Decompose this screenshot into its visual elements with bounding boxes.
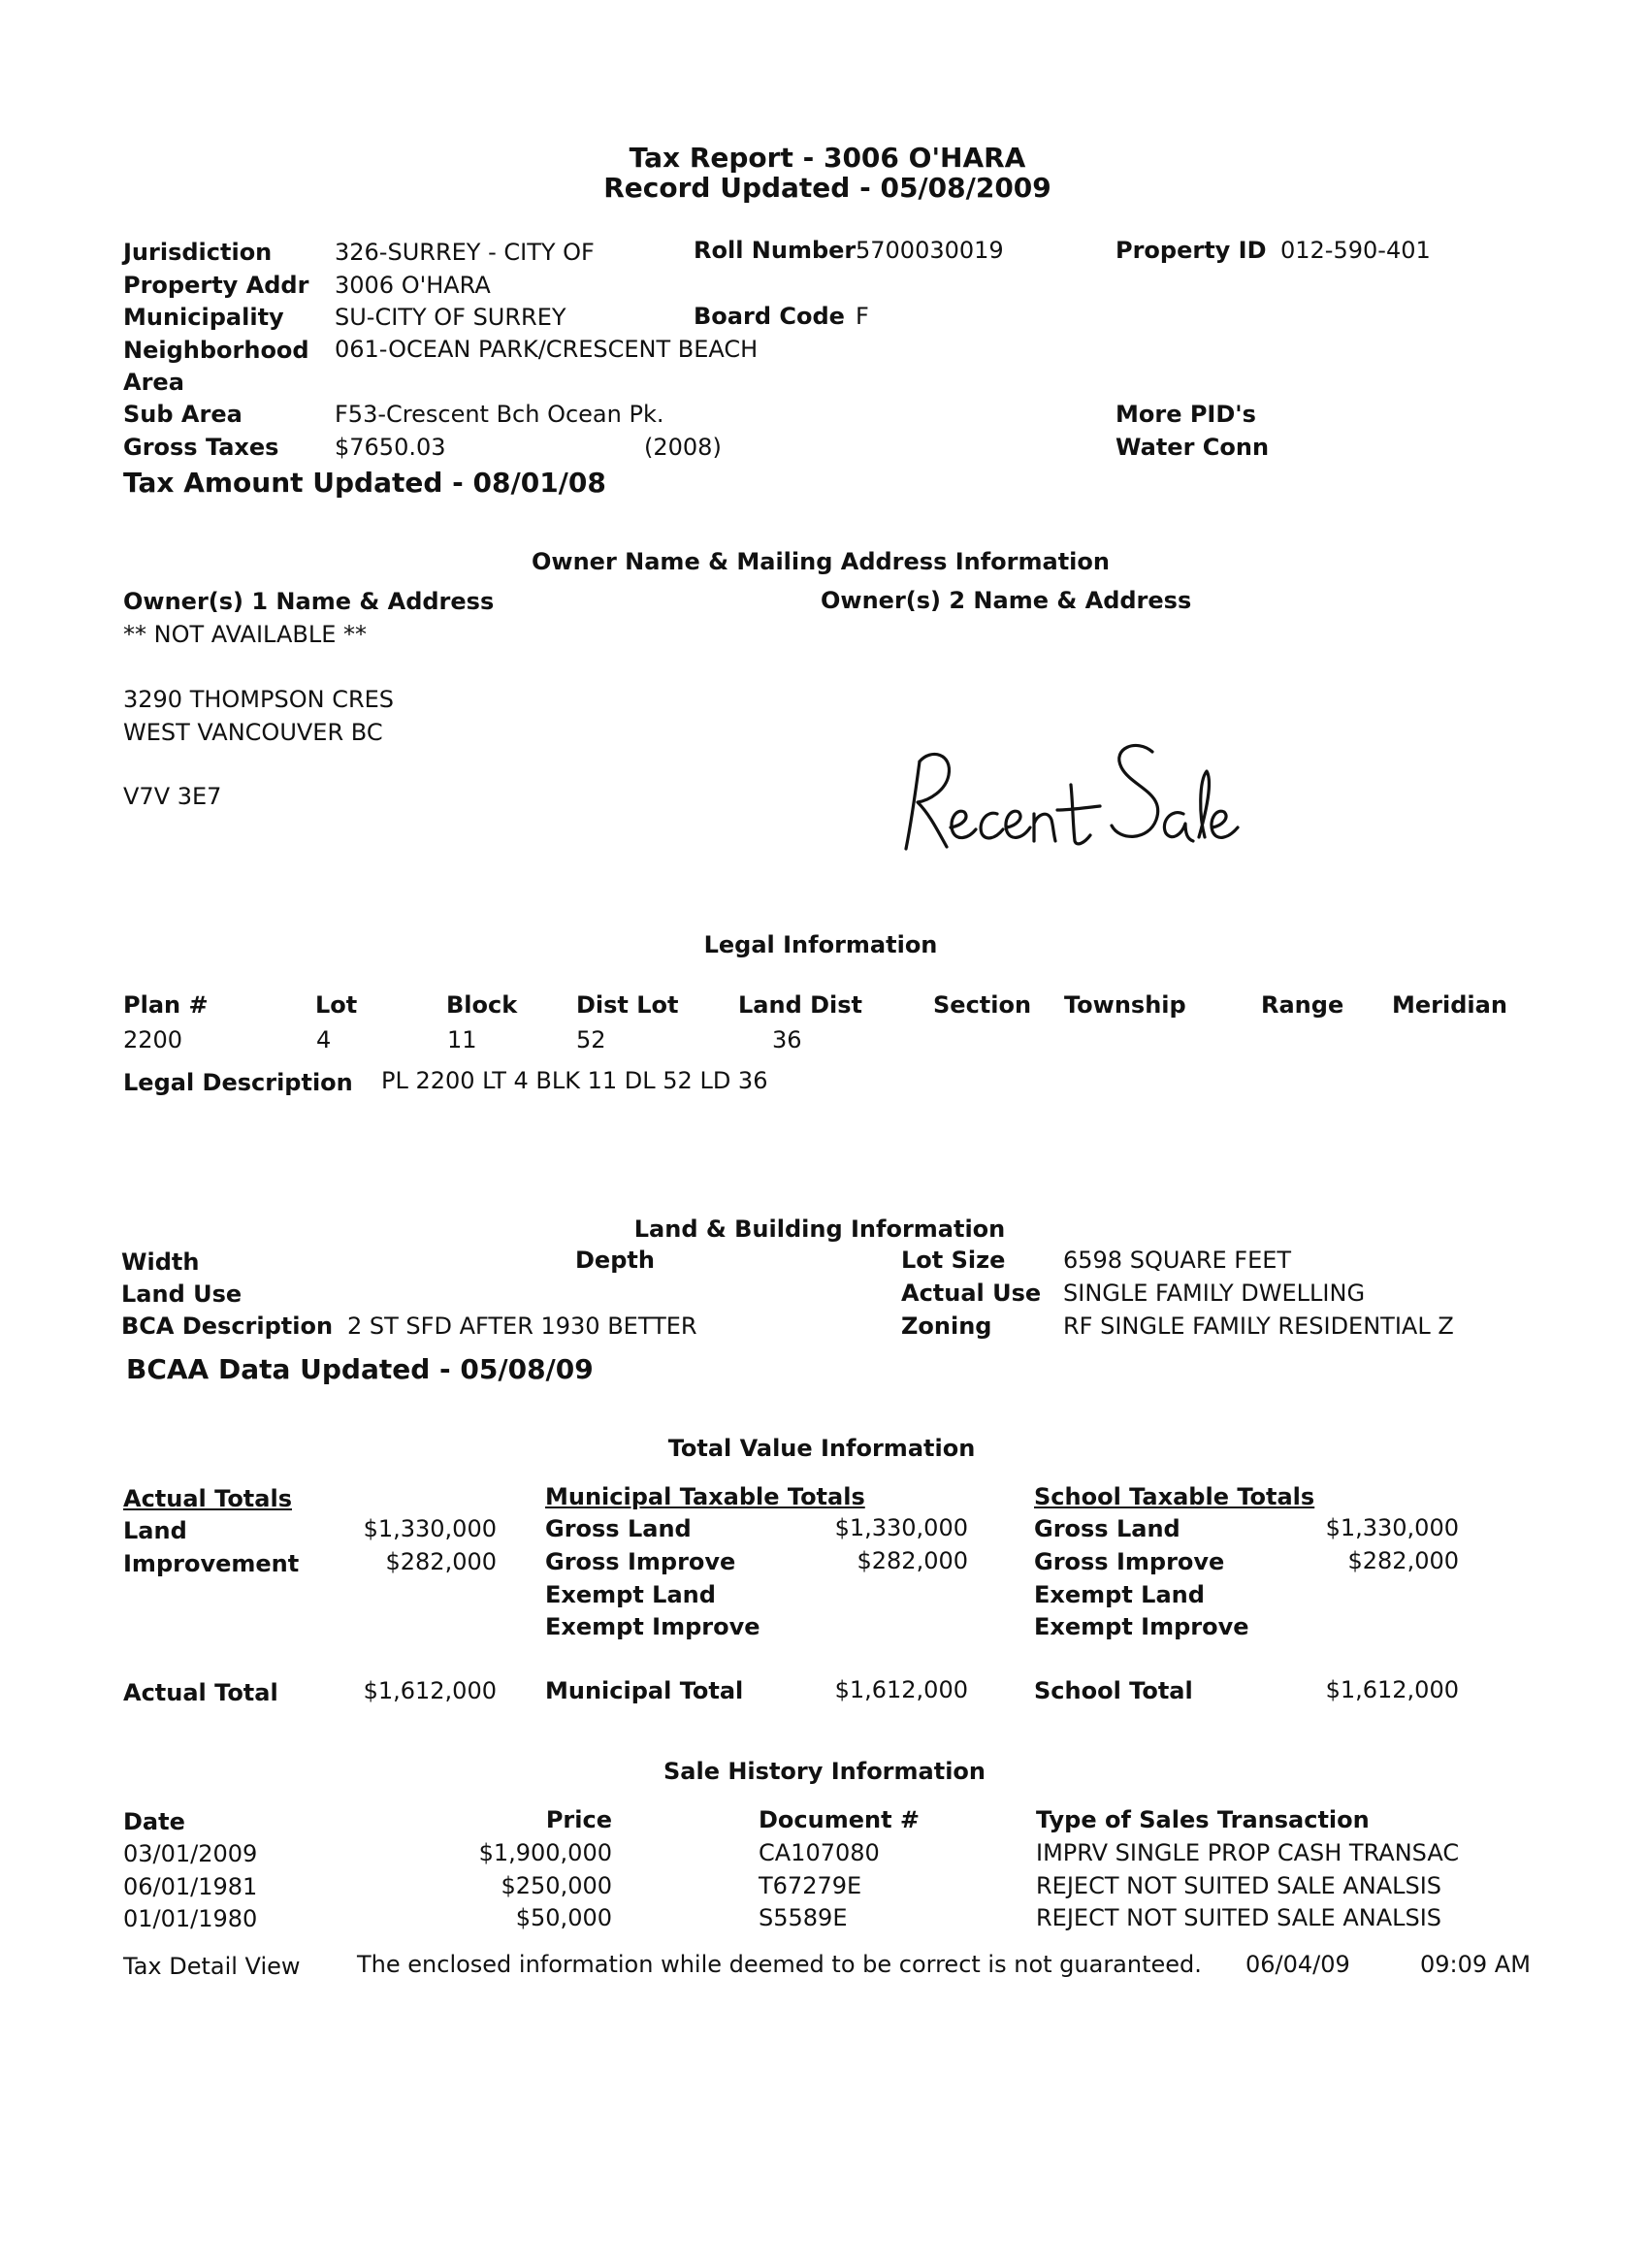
actual-total-value: $1,612,000 [363,1677,497,1704]
tax-detail-view: Tax Detail View [123,1953,301,1980]
jurisdiction-label: Jurisdiction [123,239,273,266]
footer-time: 09:09 AM [1420,1951,1531,1978]
sub-area-value: F53-Crescent Bch Ocean Pk. [335,401,664,428]
tax-amount-updated: Tax Amount Updated - 08/01/08 [123,467,606,499]
property-id-value: 012-590-401 [1280,237,1431,264]
sale-row-3-date: 01/01/1980 [123,1905,258,1932]
municipal-exempt-improve-label: Exempt Improve [545,1613,760,1640]
school-exempt-land-label: Exempt Land [1034,1581,1205,1608]
neighborhood-label: Neighborhood [123,337,309,364]
legal-header-dist-lot: Dist Lot [576,991,679,1019]
sale-header-type: Type of Sales Transaction [1036,1806,1370,1833]
legal-header-range: Range [1261,991,1344,1019]
board-code-label: Board Code [694,303,845,330]
owner2-label: Owner(s) 2 Name & Address [821,587,1192,614]
actual-land-label: Land [123,1517,187,1544]
sub-area-label: Sub Area [123,401,242,428]
owner-address-line1: 3290 THOMPSON CRES [123,686,395,713]
school-gross-land-label: Gross Land [1034,1515,1180,1542]
sale-row-1-document: CA107080 [759,1839,880,1866]
depth-label: Depth [575,1247,655,1274]
legal-value-land-dist: 36 [772,1026,802,1053]
sale-row-3-document: S5589E [759,1904,848,1931]
actual-improvement-label: Improvement [123,1550,300,1577]
legal-header-section: Section [933,991,1032,1019]
legal-description-value: PL 2200 LT 4 BLK 11 DL 52 LD 36 [381,1067,768,1094]
owner1-name: ** NOT AVAILABLE ** [123,621,367,648]
sale-history-section-title: Sale History Information [663,1758,986,1785]
sale-row-1-type: IMPRV SINGLE PROP CASH TRANSAC [1036,1839,1460,1866]
owner-postal-code: V7V 3E7 [123,783,222,810]
school-total-value: $1,612,000 [1325,1676,1459,1703]
legal-section-title: Legal Information [703,931,938,958]
land-use-label: Land Use [121,1280,242,1308]
gross-taxes-year: (2008) [644,434,722,461]
bca-description-label: BCA Description [121,1312,334,1340]
legal-header-plan: Plan # [123,991,209,1019]
sale-row-1-date: 03/01/2009 [123,1840,258,1867]
zoning-value: RF SINGLE FAMILY RESIDENTIAL Z [1063,1312,1454,1340]
board-code-value: F [856,303,869,330]
sale-row-2-document: T67279E [759,1872,862,1899]
sale-row-2-type: REJECT NOT SUITED SALE ANALSIS [1036,1872,1442,1899]
school-gross-improve-value: $282,000 [1347,1547,1459,1574]
legal-header-township: Township [1064,991,1186,1019]
school-exempt-improve-label: Exempt Improve [1034,1613,1249,1640]
handwritten-note [892,732,1261,859]
report-title: Tax Report - 3006 O'HARA [629,142,1026,174]
owner1-label: Owner(s) 1 Name & Address [123,588,495,615]
lot-size-label: Lot Size [901,1247,1006,1274]
jurisdiction-value: 326-SURREY - CITY OF [335,239,595,266]
land-building-section-title: Land & Building Information [633,1215,1006,1243]
sale-header-document: Document # [759,1806,921,1833]
actual-use-value: SINGLE FAMILY DWELLING [1063,1280,1366,1307]
actual-use-label: Actual Use [901,1280,1042,1307]
actual-totals-heading: Actual Totals [123,1485,292,1512]
sale-header-date: Date [123,1808,185,1835]
school-total-label: School Total [1034,1677,1193,1704]
actual-total-label: Actual Total [123,1679,278,1706]
owner-address-line2: WEST VANCOUVER BC [123,719,383,746]
bcaa-data-updated: BCAA Data Updated - 05/08/09 [126,1353,594,1385]
property-id-label: Property ID [1116,237,1267,264]
legal-value-lot: 4 [316,1026,332,1053]
municipal-total-value: $1,612,000 [834,1676,968,1703]
sale-row-2-price: $250,000 [501,1872,612,1899]
property-addr-label: Property Addr [123,272,309,299]
school-gross-land-value: $1,330,000 [1325,1514,1459,1541]
gross-taxes-label: Gross Taxes [123,434,279,461]
school-totals-heading: School Taxable Totals [1034,1483,1315,1510]
municipality-value: SU-CITY OF SURREY [335,304,566,331]
legal-header-land-dist: Land Dist [738,991,863,1019]
municipal-gross-land-label: Gross Land [545,1515,692,1542]
area-label: Area [123,369,184,396]
sale-header-price: Price [545,1806,612,1833]
municipal-gross-improve-label: Gross Improve [545,1548,736,1575]
bca-description-value: 2 ST SFD AFTER 1930 BETTER [347,1312,697,1340]
width-label: Width [121,1248,200,1276]
footer-date: 06/04/09 [1245,1951,1350,1978]
more-pids-label: More PID's [1116,401,1256,428]
sale-row-1-price: $1,900,000 [478,1839,612,1866]
actual-land-value: $1,330,000 [363,1515,497,1542]
property-addr-value: 3006 O'HARA [335,272,491,299]
municipal-total-label: Municipal Total [545,1677,744,1704]
record-updated: Record Updated - 05/08/2009 [603,172,1051,204]
legal-description-label: Legal Description [123,1069,353,1096]
zoning-label: Zoning [901,1312,992,1340]
roll-number-label: Roll Number [694,237,857,264]
legal-header-meridian: Meridian [1392,991,1507,1019]
municipality-label: Municipality [123,304,284,331]
sale-row-3-type: REJECT NOT SUITED SALE ANALSIS [1036,1904,1442,1931]
actual-improvement-value: $282,000 [385,1548,497,1575]
lot-size-value: 6598 SQUARE FEET [1063,1247,1292,1274]
legal-value-plan: 2200 [123,1026,183,1053]
neighborhood-value: 061-OCEAN PARK/CRESCENT BEACH [335,336,759,363]
municipal-gross-improve-value: $282,000 [857,1547,968,1574]
sale-row-3-price: $50,000 [515,1904,612,1931]
legal-header-block: Block [446,991,518,1019]
municipal-exempt-land-label: Exempt Land [545,1581,716,1608]
roll-number-value: 5700030019 [856,237,1004,264]
total-value-section-title: Total Value Information [667,1435,976,1462]
municipal-totals-heading: Municipal Taxable Totals [545,1483,865,1510]
water-conn-label: Water Conn [1116,434,1270,461]
school-gross-improve-label: Gross Improve [1034,1548,1225,1575]
legal-header-lot: Lot [315,991,358,1019]
footer-disclaimer: The enclosed information while deemed to be correct is not guaranteed. [357,1951,1202,1978]
legal-value-dist-lot: 52 [576,1026,606,1053]
municipal-gross-land-value: $1,330,000 [834,1514,968,1541]
gross-taxes-value: $7650.03 [335,434,446,461]
owner-section-title: Owner Name & Mailing Address Information [532,548,1110,575]
legal-value-block: 11 [447,1026,477,1053]
sale-row-2-date: 06/01/1981 [123,1873,258,1900]
